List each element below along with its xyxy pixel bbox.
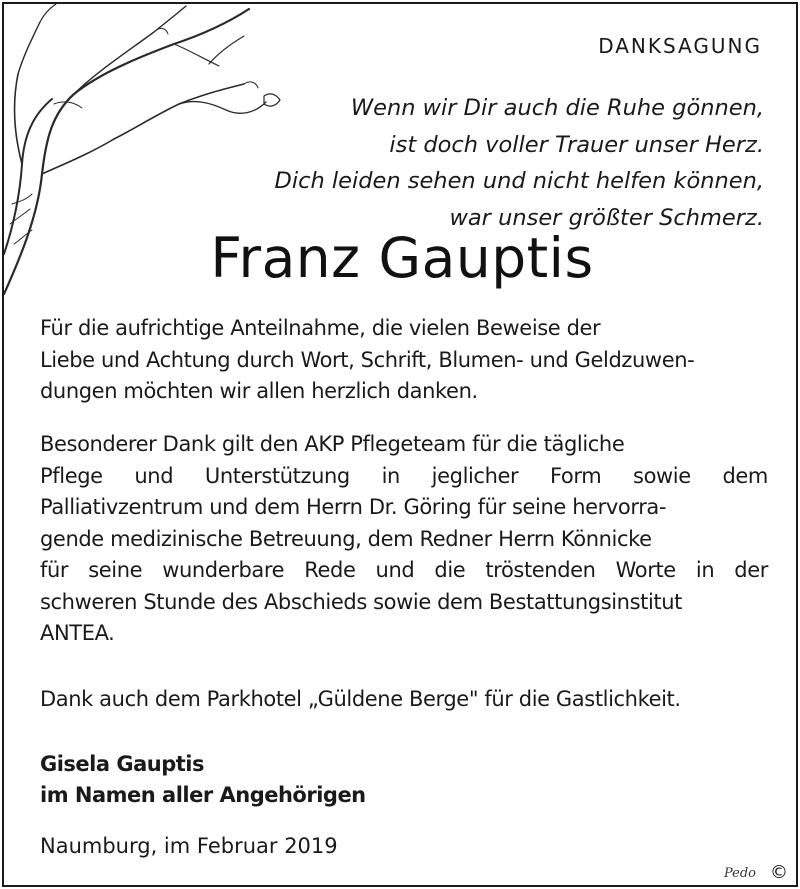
thanks-paragraph-3 (40, 684, 768, 716)
paragraph-line: ANTEA. (40, 621, 115, 645)
header-title: DANKSAGUNG (598, 34, 762, 58)
signature (40, 749, 366, 811)
signature-name: Gisela Gauptis (40, 752, 204, 776)
paragraph-line: Palliativzentrum und dem Herrn Dr. Göring für seine hervorra- (40, 495, 667, 519)
thanks-paragraph-2 (40, 429, 768, 650)
paragraph-line: für seine wunderbare Rede und die tröstenden Worte in der (40, 558, 768, 582)
signature-subtitle: im Namen aller Angehörigen (40, 783, 366, 807)
paragraph-line: Liebe und Achtung durch Wort, Schrift, Blumen- und Geldzuwen- (40, 347, 695, 372)
obituary-card (2, 2, 798, 887)
poem-line: Dich leiden sehen und nicht helfen können, (274, 168, 764, 194)
poem-line: ist doch voller Trauer unser Herz. (389, 131, 764, 158)
paragraph-line: Pflege und Unterstützung in jeglicher Form sowie dem (40, 463, 768, 488)
paragraph-line: Für die aufrichtige Anteilnahme, die vielen Beweise der (40, 316, 601, 340)
artist-signature: Pedo (723, 866, 756, 881)
paragraph-line: dungen möchten wir allen herzlich danken. (40, 379, 478, 403)
place-date: Naumburg, im Februar 2019 (40, 834, 338, 858)
paragraph-line: gende medizinische Betreuung, dem Redner Herrn Könnicke (40, 526, 652, 551)
paragraph-line: schweren Stunde des Abschieds sowie dem Bestattungsinstitut (40, 589, 682, 614)
paragraph-line: Dank auch dem Parkhotel „Güldene Berge" für die Gastlichkeit. (40, 687, 681, 711)
poem-line: war unser größter Schmerz. (449, 204, 764, 231)
poem (204, 90, 764, 236)
deceased-name: Franz Gauptis (210, 226, 594, 290)
poem-line: Wenn wir Dir auch die Ruhe gönnen, (350, 95, 764, 121)
thanks-paragraph-1 (40, 313, 768, 408)
paragraph-line: Besonderer Dank gilt den AKP Pflegeteam für die tägliche (40, 432, 625, 456)
copyright-icon: © (770, 862, 788, 883)
